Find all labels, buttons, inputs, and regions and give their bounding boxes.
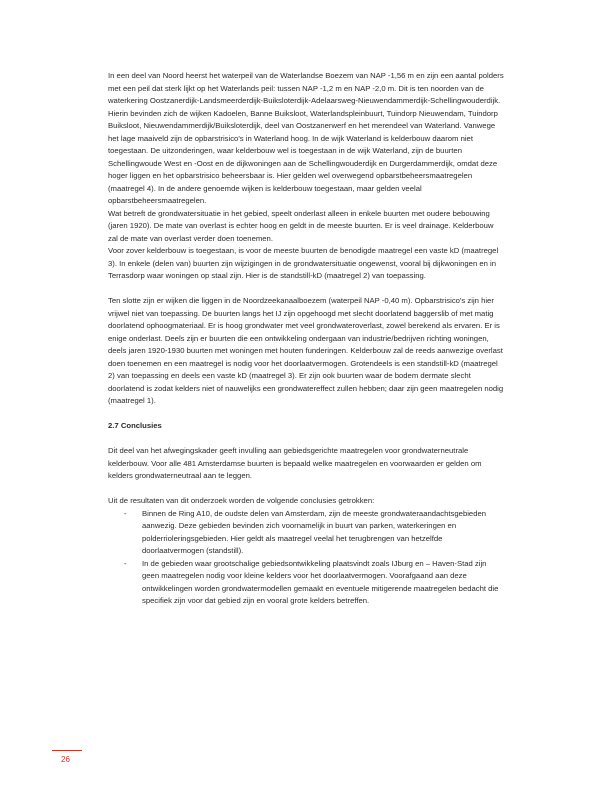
conclusion-item [108,508,504,558]
paragraph-noord-waterland: In een deel van Noord heerst het waterpeil van de Waterlandse Boezem van NAP -1,56 m en zijn een aantal polders met een peil dat sterk lijkt op het Waterlands peil: tussen NAP -1,2 m en NAP -2,0 m. Dit is ten noorden van de waterkering Oostzanerdijk-Landsmeerderdijk-Buiksloterdijk-Adelaarsweg-Nieuwendammerdijk-Schellingwouderdijk. Hierin bevinden zich de wijken Kadoelen, Banne Buiksloot, Waterlandspleinbuurt, Tuindorp Nieuwendam, Tuindorp Buiksloot, Nieuwendammerdijk/Buiksloterdijk, deel van Oostzanerwerf en het merendeel van Waterland. Vanwege het lage maaiveld zijn de opbarstrisico's in Waterland hoog. In de wijk Waterland is kelderbouw daarom niet toegestaan. De uitzonderingen, waar kelderbouw wel is toegestaan in de wijk Waterland, zijn de buurten Schellingwoude West en -Oost en de dijkwoningen aan de Schellingwouderdijk en Durgerdammerdijk, omdat deze hoger liggen en het opbarstrisico beheersbaar is. Hier gelden wel overwegend opbarstbeheersmaatregelen (maatregel 4). In de andere genoemde wijken is kelderbouw toegestaan, maar gelden veelal opbarstbeheersmaatregelen. [108,71,504,205]
paragraph-spacer [108,283,504,296]
paragraph-conclusies-intro: Dit deel van het afwegingskader geeft invulling aan gebiedsgerichte maatregelen voor grondwaterneutrale kelderbouw. Voor alle 481 Amsterdamse buurten is bepaald welke maatregelen en voorwaarden er gelden om kelders grondwaterneutraal aan te leggen. [108,446,482,480]
section-heading: 2.7 Conclusies [108,421,162,430]
paragraph-conclusies-lead: Uit de resultaten van dit onderzoek worden de volgende conclusies getrokken: [108,496,375,505]
paragraph-noordzeekanaalboezem: Ten slotte zijn er wijken die liggen in de Noordzeekanaalboezem (waterpeil NAP -0,40 m). Opbarstrisico's zijn hier vrijwel niet van toepassing. De buurten langs het IJ zijn opgehoogd met slecht doorlatend baggerslib of met matig doorlatend ophoogmateriaal. Er is hoog grondwater met veel grondwateroverlast, zowel berekend als ervaren. Er is enige onderlast. Deels zijn er buurten die een ontwikkeling ondergaan van industrie/bedrijven richting woningen, deels jaren 1920-1930 buurten met woningen met houten funderingen. Kelderbouw zal de reeds aanwezige overlast doen toenemen en een maatregel is nodig voor het doorlaatvermogen. Grotendeels is een standstill-kD (maatregel 2) van toepassing en deels een vaste kD (maatregel 3). Er zijn ook buurten waar de bodem dermate slecht doorlatend is zodat kelders niet of nauwelijks een grondwatereffect zullen hebben; daar zijn geen maatregelen nodig (maatregel 1). [108,296,504,405]
paragraph-spacer [108,483,504,496]
conclusion-text: In de gebieden waar grootschalige gebiedsontwikkeling plaatsvindt zoals IJburg en – Haven-Stad zijn geen maatregelen nodig voor kleine kelders voor het doorlaatvermogen. Voorafgaand aan deze ontwikkelingen worden grondwatermodellen gemaakt en eventuele mitigerende maatregelen bedacht die specifiek zijn voor dat gebied zijn en vooral grote kelders betreffen. [142,558,499,605]
bullet-dash: - [124,508,127,518]
page-content [108,70,504,608]
conclusion-item [108,558,504,608]
paragraph-maatregelen: Voor zover kelderbouw is toegestaan, is voor de meeste buurten de benodigde maatregel een vaste kD (maatregel 3). In enkele (delen van) buurten zijn wijzigingen in de grondwatersituatie ongewenst, vooral bij dijkwoningen en in Terrasdorp waar woningen op staal zijn. Hier is de standstill-kD (maatregel 2) van toepassing. [108,246,499,280]
conclusion-list [108,508,504,608]
paragraph-spacer [108,433,504,446]
bullet-dash: - [124,558,127,568]
paragraph-grondwatersituatie: Wat betreft de grondwatersituatie in het gebied, speelt onderlast alleen in enkele buurten met oudere bebouwing (jaren 1920). De mate van overlast is echter hoog en geldt in de meeste buurten. Er is veel drainage. Kelderbouw zal de mate van overlast verder doen toenemen. [108,208,494,243]
footer-divider [52,750,82,751]
page-number: 26 [61,755,70,764]
conclusion-text: Binnen de Ring A10, de oudste delen van Amsterdam, zijn de meeste grondwateraandachtsgebieden aanwezig. Deze gebieden bevinden zich voornamelijk in buurt van parken, waterkeringen en polderrioleringsgebieden. Hier geldt als maatregel veelal het terugbrengen van hetzelfde doorlaatvermogen (standstill). [142,508,487,555]
paragraph-spacer [108,408,504,421]
